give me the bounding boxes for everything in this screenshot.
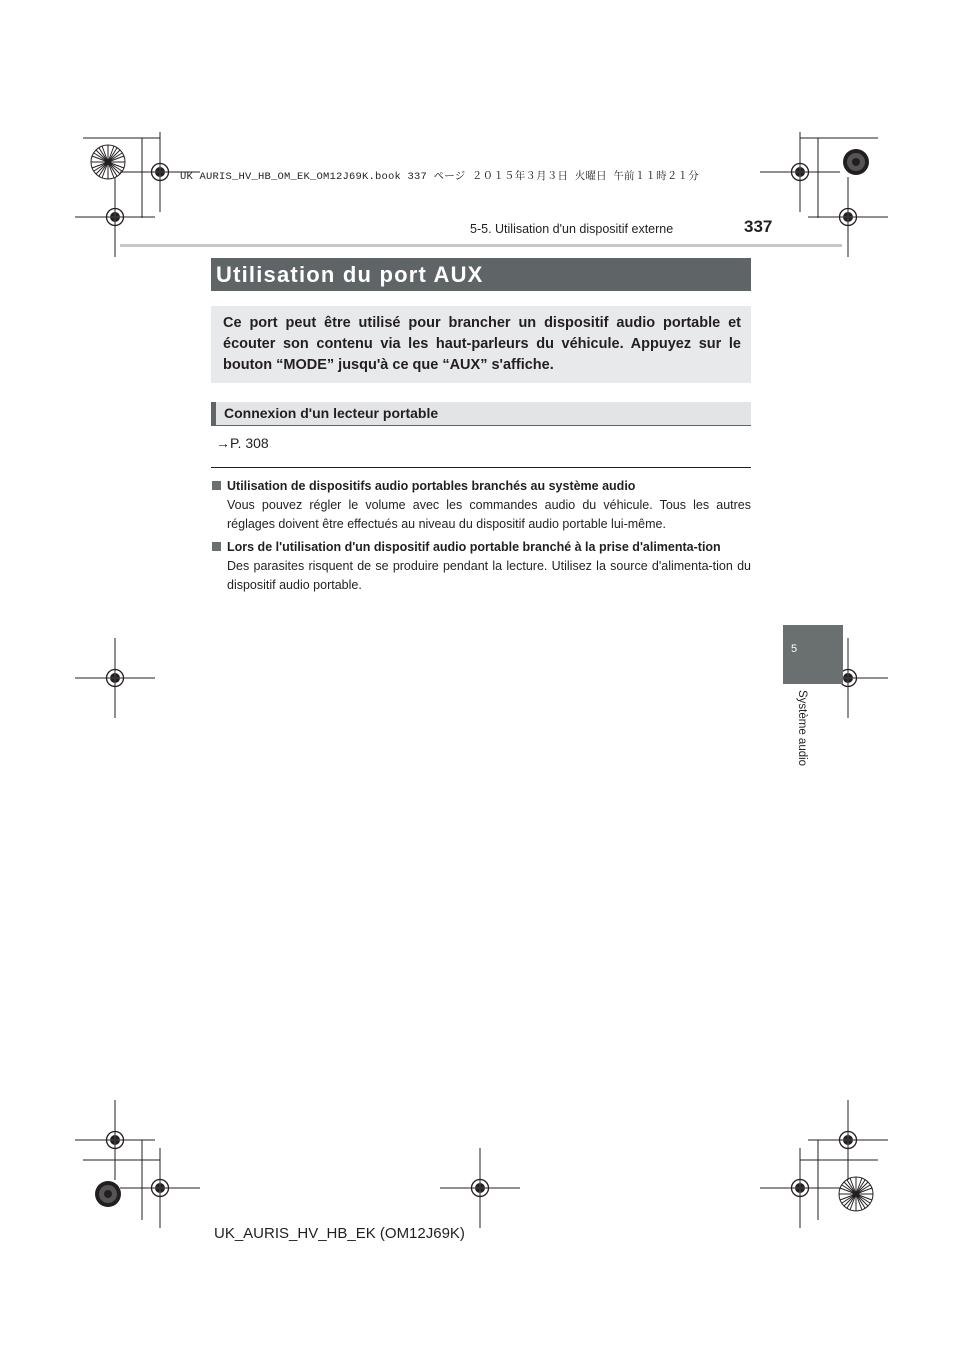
chapter-label: Système audio [796, 690, 808, 767]
note-heading-text: Lors de l'utilisation d'un dispositif audio portable branché à la prise d'alimenta-tion [227, 540, 721, 554]
note-body: Des parasites risquent de se produire pendant la lecture. Utilisez la source d'alimenta-tion du dispositif audio portable. [227, 559, 751, 592]
section-header: 5-5. Utilisation d'un dispositif externe [470, 222, 674, 236]
chapter-number: 5 [791, 643, 798, 655]
header-rule [120, 244, 842, 247]
subsection-accent [211, 402, 216, 425]
note-1 [211, 477, 751, 534]
note-heading-text: Utilisation de dispositifs audio portables branchés au système audio [227, 479, 636, 493]
intro-text: Ce port peut être utilisé pour brancher un dispositif audio portable et écouter son contenu via les haut-parleurs du véhicule. Appuyez sur le bouton “MODE” jusqu'à ce que “AUX” s'affiche. [223, 315, 741, 373]
footer-model-code: UK_AURIS_HV_HB_EK (OM12J69K) [214, 1225, 465, 1242]
subsection-underline [211, 425, 751, 426]
book-info-line: UK AURIS_HV_HB_OM_EK_OM12J69K.book 337 ページ ２０１５年３月３日 火曜日 午前１１時２１分 [180, 171, 699, 183]
notes-divider [211, 467, 751, 468]
subsection-title: Connexion d'un lecteur portable [224, 405, 439, 421]
page-title: Utilisation du port AUX [216, 262, 484, 287]
page-reference: →P. 308 [216, 435, 269, 451]
note-heading [211, 538, 751, 557]
page-number: 337 [744, 217, 773, 236]
note-heading [211, 477, 751, 496]
bullet-square-icon [212, 542, 221, 551]
bullet-square-icon [212, 481, 221, 490]
note-body: Vous pouvez régler le volume avec les commandes audio du véhicule. Tous les autres réglages doivent être effectués au niveau du dispositif audio portable lui-même. [227, 498, 751, 531]
note-2 [211, 538, 751, 595]
